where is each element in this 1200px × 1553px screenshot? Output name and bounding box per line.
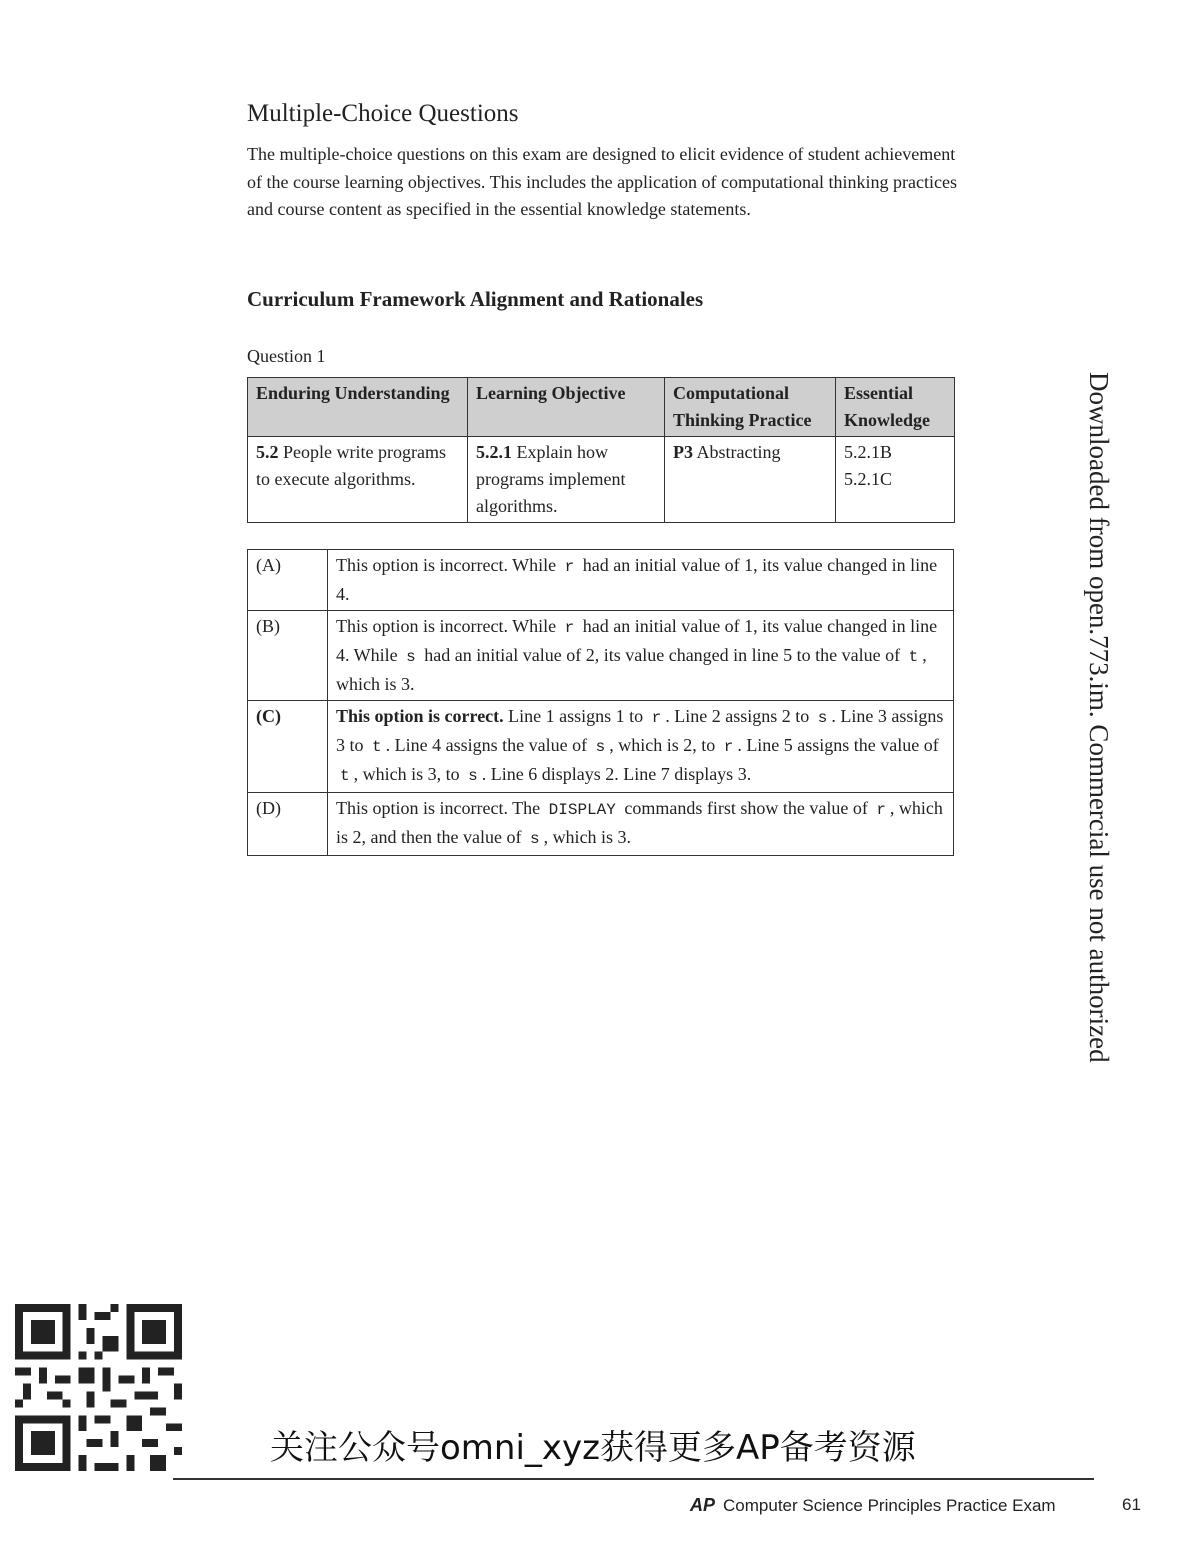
option-letter: (C): [248, 701, 328, 793]
rationale-text: This option is incorrect. While: [336, 555, 557, 575]
rationale-text: . Line 6 displays 2. Line 7 displays 3.: [481, 764, 752, 784]
ap-logo-icon: AP: [690, 1495, 716, 1515]
knowledge-item: 5.2.1B: [844, 442, 893, 462]
code-variable: t: [908, 648, 919, 666]
section-title: Multiple-Choice Questions: [247, 100, 519, 127]
question-label: Question 1: [247, 346, 326, 366]
page-number: 61: [1122, 1495, 1141, 1514]
option-rationale: [328, 550, 954, 611]
option-letter: (A): [248, 550, 328, 611]
option-row-c: [248, 701, 954, 793]
rationale-text: , which is 3.: [336, 645, 927, 694]
footer-divider: [173, 1478, 1094, 1480]
rationale-text: . Line 3 assigns 3 to: [336, 706, 944, 755]
cell-enduring-understanding: [248, 437, 468, 523]
header-learning-objective: Learning Objective: [468, 378, 665, 437]
option-row-a: [248, 550, 954, 611]
code-variable: r: [876, 801, 886, 819]
practice-text: Abstracting: [696, 442, 781, 462]
footer-title: Computer Science Principles Practice Exam: [723, 1496, 1056, 1515]
code-variable: r: [564, 558, 575, 576]
code-variable: s: [406, 648, 416, 666]
option-rationale: [328, 793, 954, 856]
section-intro: The multiple-choice questions on this exam are designed to elicit evidence of student achievement of the course learning objectives. This includes the application of computational thinking practices and course content as specified in the essential knowledge statements.: [247, 144, 957, 219]
alignment-title: Curriculum Framework Alignment and Rationales: [247, 287, 704, 311]
option-letter: (D): [248, 793, 328, 856]
download-watermark: Downloaded from open.773.im. Commercial use not authorized: [1084, 372, 1114, 1063]
rationale-text: , which is 3, to: [353, 764, 460, 784]
header-enduring-understanding: Enduring Understanding: [248, 378, 468, 437]
knowledge-item: 5.2.1C: [844, 469, 893, 489]
alignment-table: [247, 377, 955, 523]
promo-note: 关注公众号omni_xyz获得更多AP备考资源: [270, 1428, 916, 1468]
rationale-text: , which is 2, to: [609, 735, 716, 755]
rationale-text: Line 1 assigns 1 to: [508, 706, 644, 726]
code-variable: t: [340, 767, 350, 785]
rationale-text: had an initial value of 1, its value changed in line 4. While: [336, 616, 938, 665]
option-letter: (B): [248, 611, 328, 701]
cell-learning-objective: [468, 437, 665, 523]
option-row-d: [248, 793, 954, 856]
page-footer: [690, 1495, 1056, 1516]
option-rationale: [328, 701, 954, 793]
options-table: [247, 549, 954, 856]
correct-label: This option is correct.: [336, 706, 504, 726]
option-row-b: [248, 611, 954, 701]
rationale-text: . Line 5 assigns the value of: [737, 735, 939, 755]
code-variable: t: [372, 738, 382, 756]
rationale-text: had an initial value of 1, its value changed in line 4.: [336, 555, 938, 604]
header-computational-practice: Computational Thinking Practice: [665, 378, 836, 437]
code-variable: s: [817, 709, 828, 727]
rationale-text: . Line 4 assigns the value of: [385, 735, 588, 755]
rationale-text: had an initial value of 2, its value changed in line 5 to the value of: [424, 645, 901, 665]
option-rationale: [328, 611, 954, 701]
rationale-text: This option is incorrect. The: [336, 798, 541, 818]
code-variable: s: [468, 767, 478, 785]
enduring-text: People write programs to execute algorithms.: [256, 442, 446, 489]
rationale-text: , which is 2, and then the value of: [336, 798, 943, 847]
code-variable: r: [651, 709, 662, 727]
header-essential-knowledge: Essential Knowledge: [836, 378, 955, 437]
alignment-data-row: [248, 437, 955, 523]
rationale-text: This option is incorrect. While: [336, 616, 557, 636]
code-variable: s: [595, 738, 606, 756]
code-variable: r: [564, 619, 575, 637]
rationale-text: . Line 2 assigns 2 to: [665, 706, 810, 726]
code-variable: DISPLAY: [548, 801, 616, 819]
rationale-text: , which is 3.: [543, 827, 632, 847]
qr-code-icon: [15, 1304, 182, 1471]
code-variable: s: [529, 830, 540, 848]
practice-code: P3: [673, 442, 693, 462]
alignment-header-row: [248, 378, 955, 437]
rationale-text: commands first show the value of: [624, 798, 868, 818]
enduring-code: 5.2: [256, 442, 279, 462]
cell-essential-knowledge: [836, 437, 955, 523]
cell-computational-practice: [665, 437, 836, 523]
objective-text: Explain how programs implement algorithms.: [476, 442, 626, 516]
code-variable: r: [723, 738, 734, 756]
objective-code: 5.2.1: [476, 442, 512, 462]
